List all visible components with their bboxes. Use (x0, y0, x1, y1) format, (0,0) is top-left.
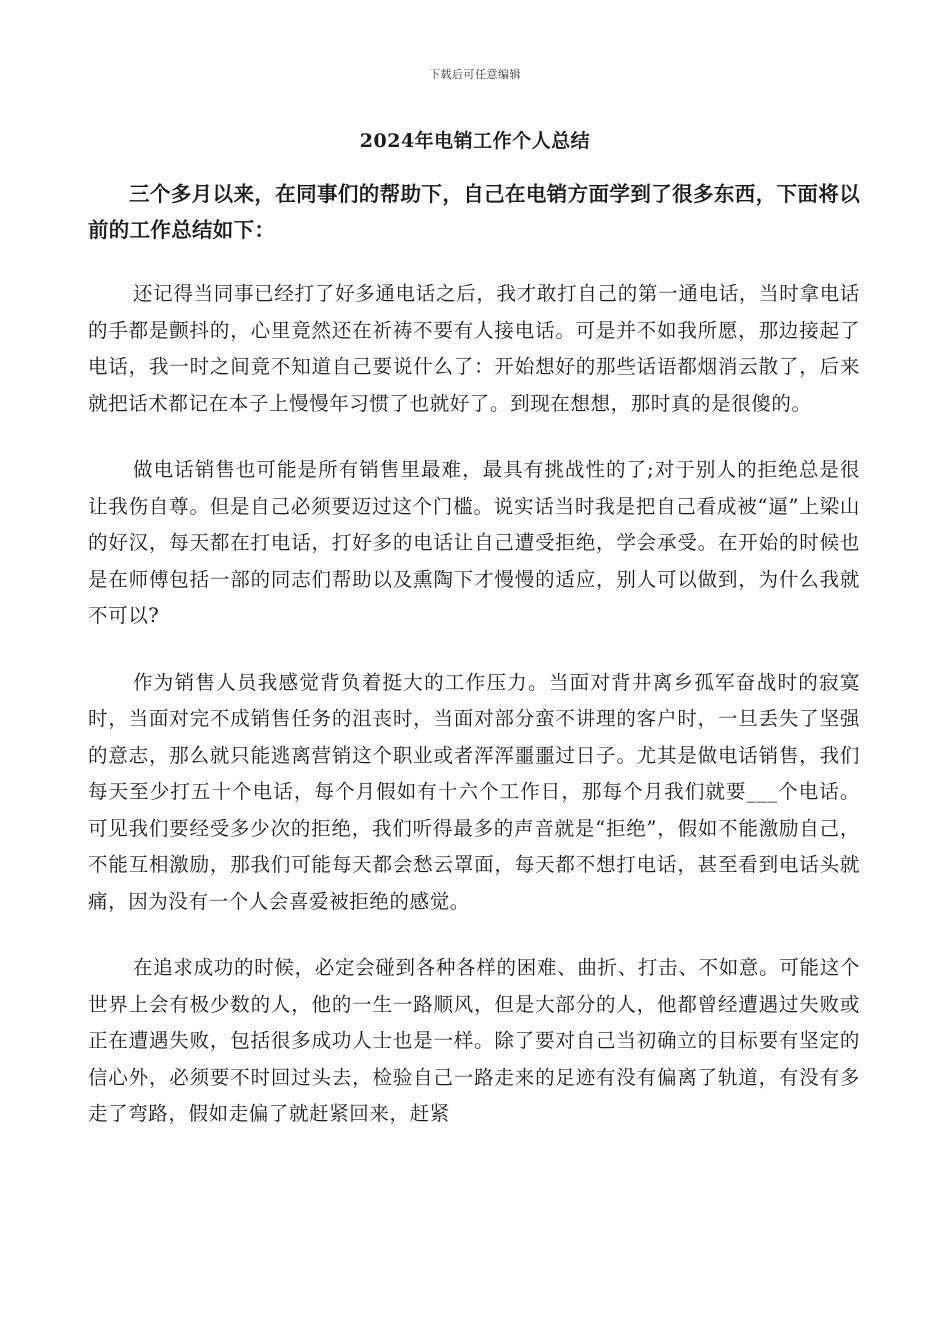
document-title: 2024年电销工作个人总结 (359, 130, 591, 152)
page-header-note: 下载后可任意编辑 (429, 68, 521, 81)
body-paragraph-1: 还记得当同事已经打了好多通电话之后，我才敢打自己的第一通电话，当时拿电话的手都是颤抖的，心里竟然还在祈祷不要有人接电话。可是并不如我所愿，那边接起了电话，我一时之间竟不知道自己要说什么了：开始想好的那些话语都烟消云散了，后来就把话术都记在本子上慢慢年习惯了也就好了。到现在想想，那时真的是很傻的。 (88, 282, 860, 415)
intro-paragraph: 三个多月以来，在同事们的帮助下，自己在电销方面学到了很多东西，下面将以前的工作总结如下： (88, 182, 860, 242)
body-paragraph-2: 做电话销售也可能是所有销售里最难，最具有挑战性的了;对于别人的拒绝总是很让我伤自尊。但是自己必须要迈过这个门槛。说实话当时我是把自己看成被“逼”上梁山的好汉，每天都在打电话，打好多的电话让自己遭受拒绝，学会承受。在开始的时候也是在师傅包括一部的同志们帮助以及熏陶下才慢慢的适应，别人可以做到，为什么我就不可以? (88, 458, 860, 627)
body-paragraph-3: 作为销售人员我感觉背负着挺大的工作压力。当面对背井离乡孤军奋战时的寂寞时，当面对完不成销售任务的沮丧时，当面对部分蛮不讲理的客户时，一旦丢失了坚强的意志，那么就只能逃离营销这个职业或者浑浑噩噩过日子。尤其是做电话销售，我们每天至少打五十个电话，每个月假如有十六个工作日，那每个月我们就要___个电话。可见我们要经受多少次的拒绝，我们听得最多的声音就是“拒绝”，假如不能激励自己，不能互相激励，那我们可能每天都会愁云罩面，每天都不想打电话，甚至看到电话头就痛，因为没有一个人会喜爱被拒绝的感觉。 (88, 670, 860, 913)
document-body (88, 176, 860, 1163)
body-paragraph-4: 在追求成功的时候，必定会碰到各种各样的困难、曲折、打击、不如意。可能这个世界上会有极少数的人，他的一生一路顺风，但是大部分的人，他都曾经遭遇过失败或正在遭遇失败，包括很多成功人士也是一样。除了要对自己当初确立的目标要有坚定的信心外，必须要不时回过头去，检验自己一路走来的足迹有没有偏离了轨道，有没有多走了弯路，假如走偏了就赶紧回来，赶紧 (88, 956, 860, 1125)
